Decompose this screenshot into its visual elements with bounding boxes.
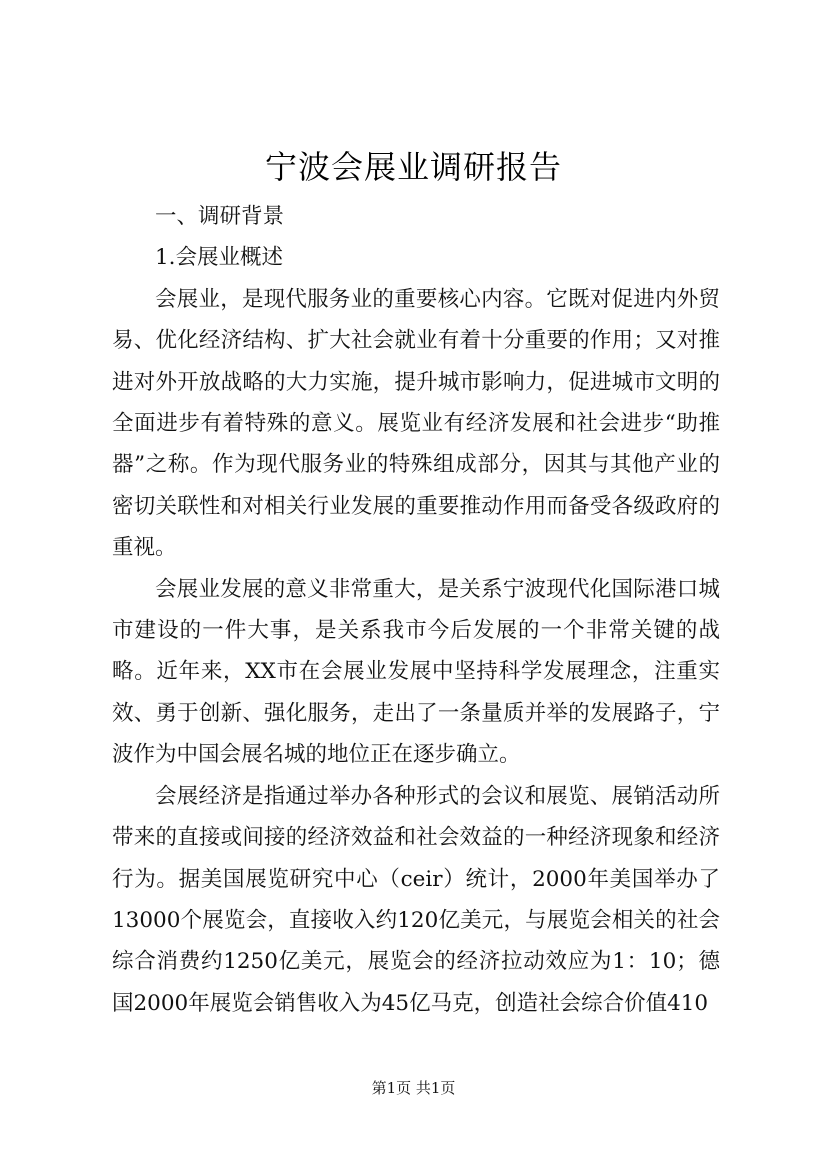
body-paragraph-3: 会展经济是指通过举办各种形式的会议和展览、展销活动所带来的直接或间接的经济效益和社会效益的一种经济现象和经济行为。据美国展览研究中心（ceir）统计，2000年美国举办了13000个展览会，直接收入约120亿美元，与展览会相关的社会综合消费约1250亿美元，展览会的经济拉动效应为1：10；德国2000年展览会销售收入为45亿马克，创造社会综合价值410 <box>112 783 720 1016</box>
document-body <box>112 196 720 1024</box>
body-paragraph-1: 会展业，是现代服务业的重要核心内容。它既对促进内外贸易、优化经济结构、扩大社会就业有着十分重要的作用；又对推进对外开放战略的大力实施，提升城市影响力，促进城市文明的全面进步有着特殊的意义。展览业有经济发展和社会进步“助推器”之称。作为现代服务业的特殊组成部分，因其与其他产业的密切关联性和对相关行业发展的重要推动作用而备受各级政府的重视。 <box>112 286 720 561</box>
page-footer: 第1页 共1页 <box>371 1079 456 1097</box>
subsection-heading: 1.会展业概述 <box>155 245 284 271</box>
document-title: 宁波会展业调研报告 <box>264 148 562 186</box>
body-paragraph-2: 会展业发展的意义非常重大，是关系宁波现代化国际港口城市建设的一件大事，是关系我市今后发展的一个非常关键的战略。近年来，XX市在会展业发展中坚持科学发展理念，注重实效、勇于创新、强化服务，走出了一条量质并举的发展路子，宁波作为中国会展名城的地位正在逐步确立。 <box>112 576 720 768</box>
section-heading: 一、调研背景 <box>155 204 285 229</box>
